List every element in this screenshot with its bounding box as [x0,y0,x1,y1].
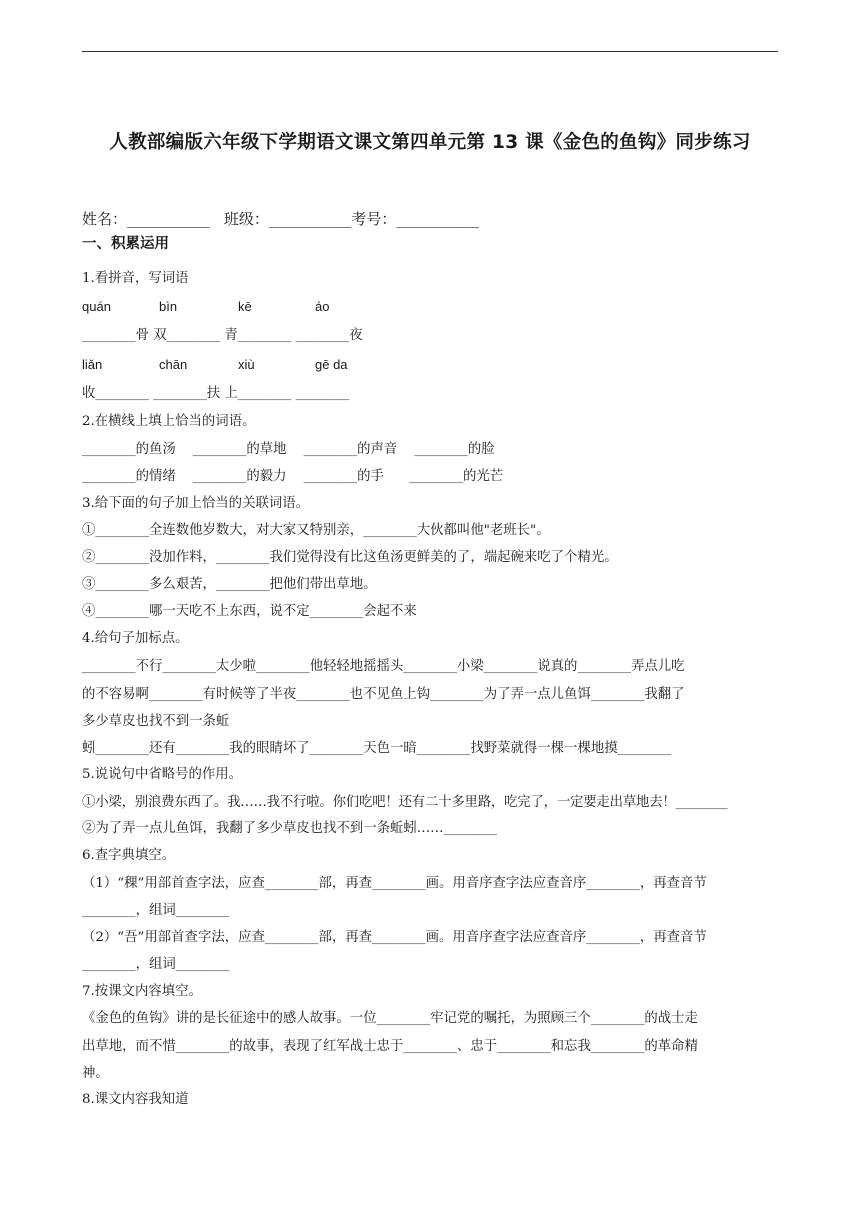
pinyin: áo [315,299,330,314]
question-2-title: 2.在横线上填上恰当的词语。 [82,414,256,429]
pinyin-row-2 [82,356,782,374]
question-7-title: 7.按课文内容填空。 [82,984,202,999]
question-2-row-1: ________的鱼汤 ________的草地 ________的声音 ________的脸 [82,442,495,457]
name-blank: ___________ [127,210,210,228]
pinyin: bìn [159,299,178,314]
exam-blank: ___________ [396,210,479,228]
question-5-title: 5.说说句中省略号的作用。 [82,767,243,782]
question-3-item: ②________没加作料，________我们觉得没有比这鱼汤更鲜美的了，端起碗来吃了个精光。 [82,550,618,565]
question-7-line-3: 神。 [82,1066,109,1081]
question-3-item: ①________全连数他岁数大，对大家又特别亲，________大伙都叫他"老班长"。 [82,523,550,538]
name-label: 姓名： [82,210,128,228]
exam-label: 考号： [351,210,397,228]
question-3-item: ④________哪一天吃不上东西，说不定________会起不来 [82,604,417,619]
question-6-item-2-line-1: （2）“吾”用部首查字法，应查________部，再查________画。用音序查字法应查音序________，再查音节 [82,930,707,945]
question-4-line-1: ________不行________太少啦________他轻轻地摇摇头________小梁________说真的________弄点儿吃 [82,659,685,674]
pinyin: gē da [315,357,348,372]
question-5-item-1: ①小梁，别浪费东西了。我……我不行啦。你们吃吧！还有二十多里路，吃完了，一定要走出草地去！________ [82,795,728,810]
class-label: 班级： [223,210,269,228]
question-4-line-4: 蚓________还有________我的眼睛坏了________天色一暗________找野菜就得一棵一棵地摸________ [82,741,672,756]
pinyin-row-1 [82,298,782,316]
student-info-line [82,210,479,228]
question-6-item-1-line-1: （1）“稞”用部首查字法，应查________部，再查________画。用音序查字法应查音序________，再查音节 [82,876,707,891]
question-4-title: 4.给句子加标点。 [82,631,189,646]
question-8-title: 8.课文内容我知道 [82,1092,189,1107]
pinyin: kē [238,299,252,314]
question-4-line-3: 多少草皮也找不到一条蚯 [82,714,230,729]
pinyin: liǎn [82,357,103,372]
pinyin: chān [159,357,188,372]
question-1-row-1: ________骨 双________ 青________ ________夜 [82,328,363,343]
class-blank: ___________ [268,210,352,228]
page-title: 人教部编版六年级下学期语文课文第四单元第 13 课《金色的鱼钩》同步练习 [109,132,751,153]
question-2-row-2: ________的情绪 ________的毅力 ________的手 ________的光芒 [82,469,504,484]
question-7-line-1: 《金色的鱼钩》讲的是长征途中的感人故事。一位________牢记党的嘱托，为照顾三个________的战士走 [82,1011,698,1026]
question-4-line-2: 的不容易啊________有时候等了半夜________也不见鱼上钩________为了弄一点儿鱼饵________我翻了 [82,687,685,702]
pinyin: xiù [238,357,255,372]
question-5-item-2: ②为了弄一点儿鱼饵，我翻了多少草皮也找不到一条蚯蚓……________ [82,821,498,836]
section-heading: 一、积累运用 [82,236,169,252]
question-3-title: 3.给下面的句子加上恰当的关联词语。 [82,496,310,511]
question-6-title: 6.查字典填空。 [82,848,176,863]
top-rule [82,51,778,52]
question-1-title: 1.看拼音，写词语 [82,271,189,286]
question-3-item: ③________多么艰苦，________把他们带出草地。 [82,577,377,592]
pinyin: quán [82,299,111,314]
question-6-item-1-line-2: ________，组词________ [82,903,230,918]
question-7-line-2: 出草地，而不惜________的故事，表现了红军战士忠于________、忠于________和忘我________的革命精 [82,1039,698,1054]
question-1-row-2: 收________ ________扶 上________ ________ [82,386,350,401]
question-6-item-2-line-2: ________，组词________ [82,957,230,972]
